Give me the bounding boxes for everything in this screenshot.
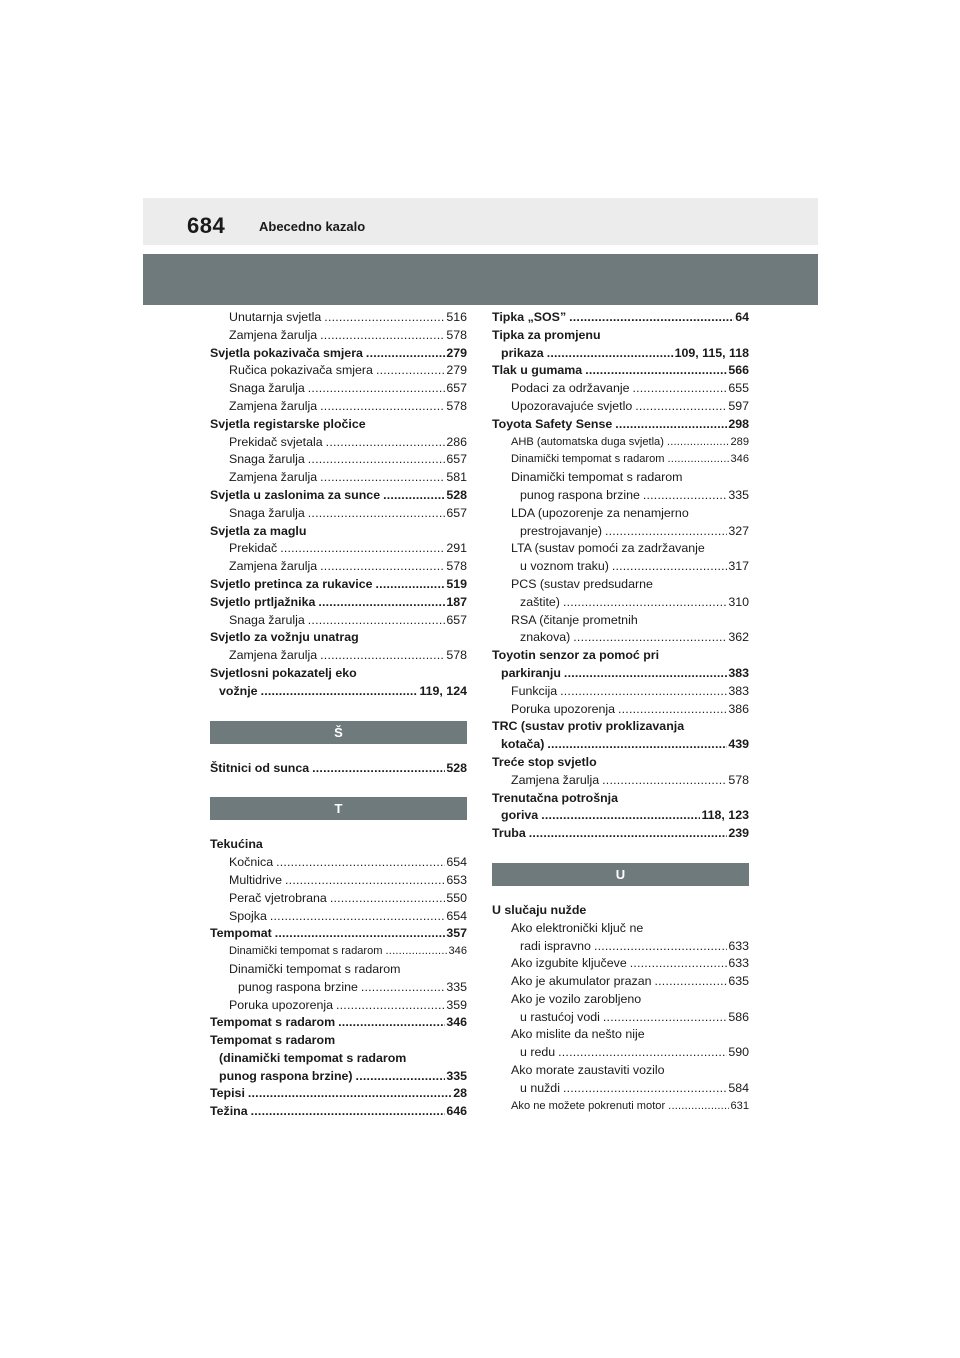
index-entry: Upozoravajuće svjetlo ..... 597 (492, 398, 749, 416)
index-heading: Ako morate zaustaviti vozilo (511, 1063, 665, 1078)
header-band (143, 198, 818, 245)
index-heading: Tekućina (210, 837, 263, 852)
index-entry: prikaza ..... 109, 115, 118 (492, 345, 749, 363)
index-entry: Zamjena žarulja ..... 578 (210, 327, 467, 345)
index-heading: Toyotin senzor za pomoć pri (492, 648, 660, 663)
index-heading: PCS (sustav predsudarne (511, 576, 653, 591)
index-entry: AHB (automatska duga svjetla) ..... 289 (492, 434, 749, 452)
index-entry: punog raspona brzine ..... 335 (492, 487, 749, 505)
index-heading: Trenutačna potrošnja (492, 790, 618, 805)
index-heading: Dinamički tempomat s radarom (229, 961, 401, 976)
index-entry: u nuždi ..... 584 (492, 1080, 749, 1098)
index-entry: u redu ..... 590 (492, 1044, 749, 1062)
index-entry: Podaci za održavanje ..... 655 (492, 380, 749, 398)
index-entry: Toyota Safety Sense ..... 298 (492, 416, 749, 434)
index-entry: Dinamički tempomat s radarom ..... 346 (492, 451, 749, 469)
index-heading: Ako elektronički ključ ne (511, 920, 644, 935)
index-entry: znakova) ..... 362 (492, 629, 749, 647)
index-heading: Svjetla za maglu (210, 523, 307, 538)
index-heading: Svjetlosni pokazatelj eko (210, 665, 357, 680)
index-entry: Svjetla u zaslonima za sunce ..... 528 (210, 487, 467, 505)
index-heading: Tipka za promjenu (492, 327, 601, 342)
index-heading: Treće stop svjetlo (492, 754, 597, 769)
index-entry: u rastućoj vodi ..... 586 (492, 1009, 749, 1027)
index-entry: Snaga žarulja ..... 657 (210, 505, 467, 523)
index-entry: Snaga žarulja ..... 657 (210, 380, 467, 398)
index-column-right (492, 309, 749, 1115)
index-entry: Dinamički tempomat s radarom ..... 346 (210, 943, 467, 961)
index-heading: LTA (sustav pomoći za zadržavanje (511, 541, 705, 556)
index-entry: Truba ..... 239 (492, 825, 749, 843)
index-entry: punog raspona brzine ..... 335 (210, 979, 467, 997)
index-entry: u voznom traku) ..... 317 (492, 558, 749, 576)
index-entry: Snaga žarulja ..... 657 (210, 612, 467, 630)
index-entry: Spojka ..... 654 (210, 908, 467, 926)
index-entry: Zamjena žarulja ..... 578 (210, 647, 467, 665)
index-entry: radi ispravno ..... 633 (492, 938, 749, 956)
letter-section-bar: U (492, 863, 749, 886)
index-heading: Ako mislite da nešto nije (511, 1027, 645, 1042)
index-entry: prestrojavanje) ..... 327 (492, 523, 749, 541)
index-heading: Tempomat s radarom (210, 1033, 336, 1048)
index-entry: Snaga žarulja ..... 657 (210, 451, 467, 469)
index-entry: Poruka upozorenja ..... 386 (492, 701, 749, 719)
index-heading: (dinamički tempomat s radarom (219, 1050, 407, 1065)
index-entry: Multidrive ..... 653 (210, 872, 467, 890)
index-entry: Štitnici od sunca ..... 528 (210, 760, 467, 778)
index-entry: Zamjena žarulja ..... 578 (492, 772, 749, 790)
index-heading: Ako je vozilo zarobljeno (511, 991, 642, 1006)
index-entry: Kočnica ..... 654 (210, 854, 467, 872)
index-entry: Tlak u gumama ..... 566 (492, 362, 749, 380)
index-entry: goriva ..... 118, 123 (492, 807, 749, 825)
index-heading: TRC (sustav protiv proklizavanja (492, 719, 685, 734)
index-entry: Ručica pokazivača smjera ..... 279 (210, 362, 467, 380)
index-entry: Ako ne možete pokrenuti motor ..... 631 (492, 1098, 749, 1116)
letter-section-bar: Š (210, 721, 467, 744)
index-entry: Poruka upozorenja ..... 359 (210, 997, 467, 1015)
index-entry: Unutarnja svjetla ..... 516 (210, 309, 467, 327)
index-heading: U slučaju nužde (492, 902, 587, 917)
index-entry: Zamjena žarulja ..... 578 (210, 398, 467, 416)
index-entry: Perač vjetrobrana ..... 550 (210, 890, 467, 908)
index-entry: Tipka „SOS” ..... 64 (492, 309, 749, 327)
index-entry: punog raspona brzine) ..... 335 (210, 1068, 467, 1086)
index-entry: Svjetlo prtljažnika ..... 187 (210, 594, 467, 612)
index-heading: Dinamički tempomat s radarom (511, 470, 683, 485)
top-decorative-bar (143, 254, 818, 305)
index-entry: Svjetlo pretinca za rukavice ..... 519 (210, 576, 467, 594)
index-heading: Svjetla registarske pločice (210, 416, 366, 431)
index-entry: Prekidač ..... 291 (210, 540, 467, 558)
index-entry: Funkcija ..... 383 (492, 683, 749, 701)
index-heading: Svjetlo za vožnju unatrag (210, 630, 359, 645)
index-entry: zaštite) ..... 310 (492, 594, 749, 612)
index-entry: Svjetla pokazivača smjera ..... 279 (210, 345, 467, 363)
index-heading: RSA (čitanje prometnih (511, 612, 638, 627)
section-title: Abecedno kazalo (259, 219, 366, 234)
index-heading: LDA (upozorenje za nenamjerno (511, 505, 689, 520)
index-entry: Ako izgubite ključeve ..... 633 (492, 955, 749, 973)
index-entry: kotača) ..... 439 (492, 736, 749, 754)
index-entry: vožnje ..... 119, 124 (210, 683, 467, 701)
index-column-left (210, 309, 467, 1121)
index-entry: Težina ..... 646 (210, 1103, 467, 1121)
page-number: 684 (187, 213, 226, 238)
letter-section-bar: T (210, 797, 467, 820)
index-entry: Prekidač svjetala ..... 286 (210, 434, 467, 452)
index-entry: Tempomat ..... 357 (210, 925, 467, 943)
index-entry: Tempomat s radarom ..... 346 (210, 1014, 467, 1032)
index-entry: Zamjena žarulja ..... 578 (210, 558, 467, 576)
index-entry: Zamjena žarulja ..... 581 (210, 469, 467, 487)
index-entry: Tepisi ..... 28 (210, 1085, 467, 1103)
index-entry: Ako je akumulator prazan ..... 635 (492, 973, 749, 991)
index-entry: parkiranju ..... 383 (492, 665, 749, 683)
